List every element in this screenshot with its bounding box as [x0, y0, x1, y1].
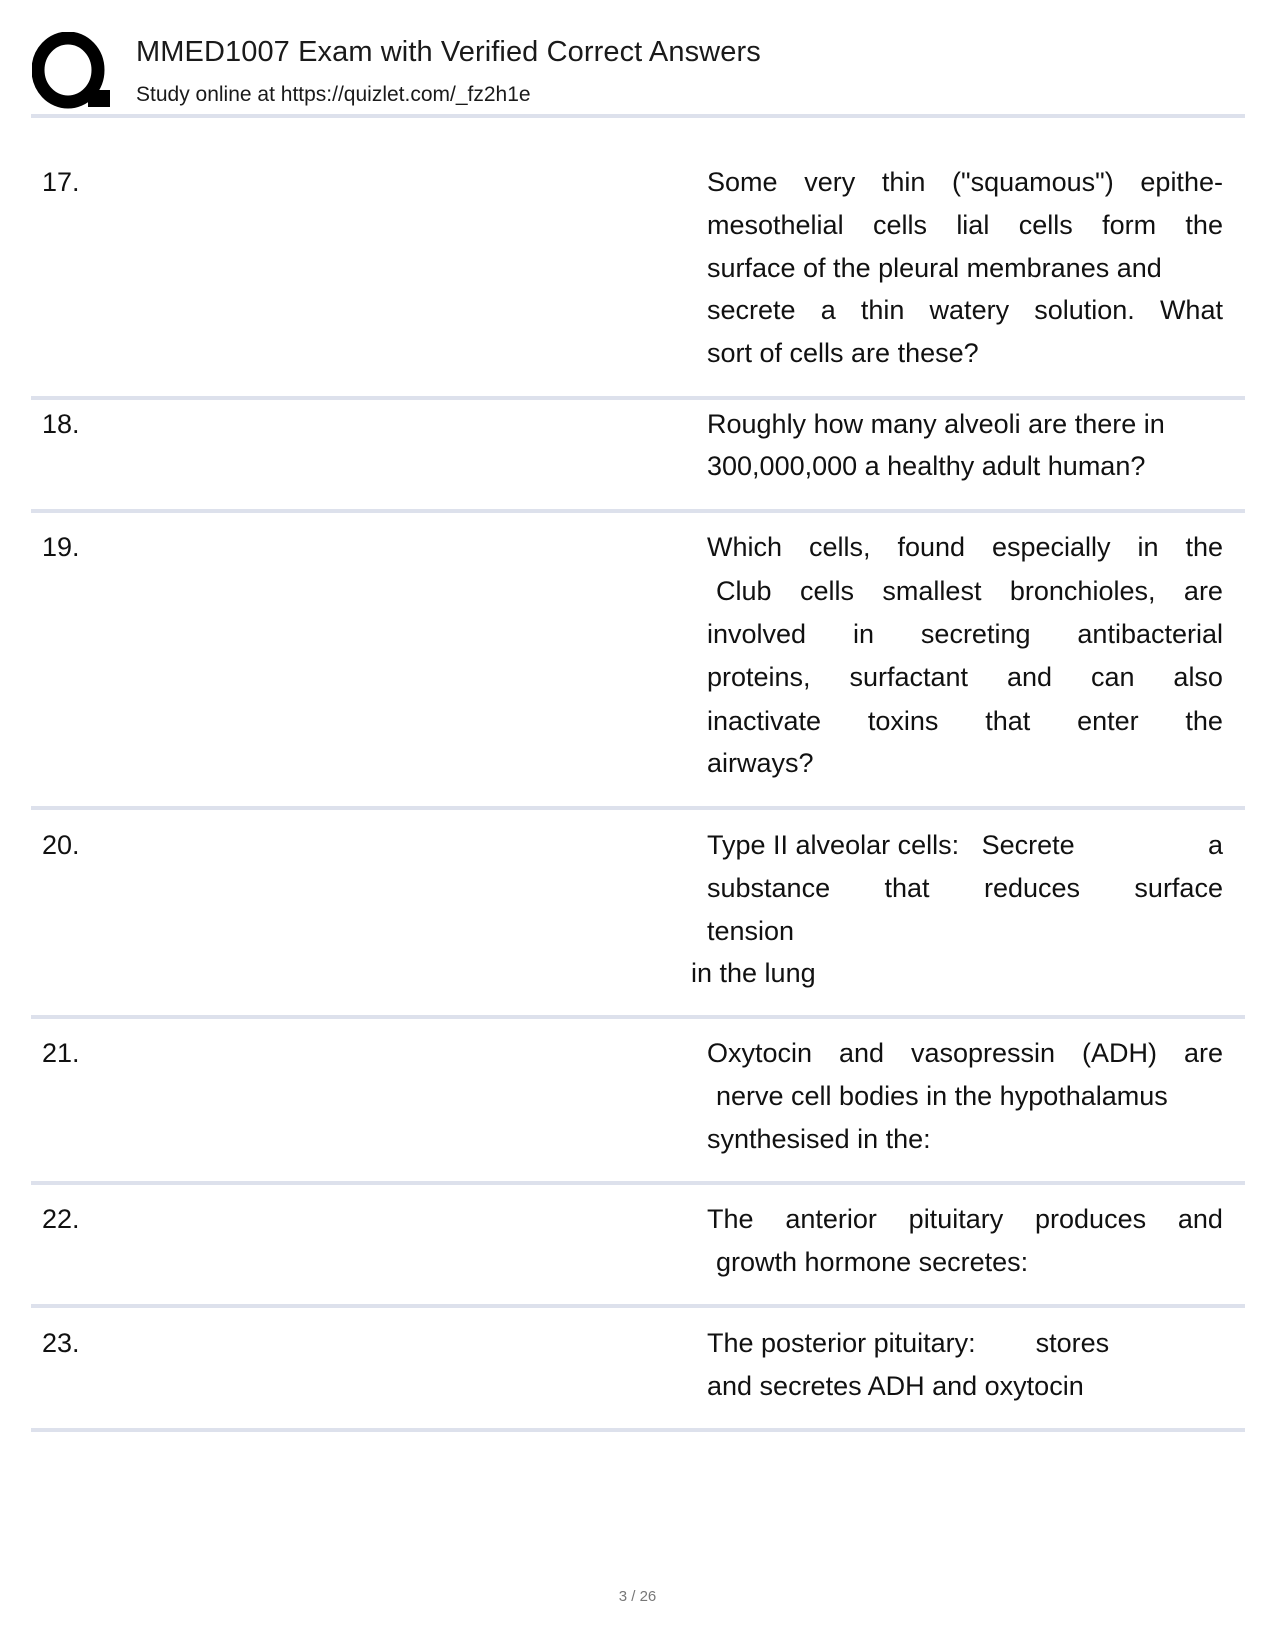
card-number: 22.	[42, 1204, 80, 1234]
card-text-line: nerve cell bodies in the hypothalamus	[716, 1081, 1168, 1111]
document-title: MMED1007 Exam with Verified Correct Answers	[136, 36, 761, 68]
card-number: 23.	[42, 1328, 80, 1358]
card-divider	[31, 1304, 1245, 1308]
card-text-line: The posterior pituitary: stores	[707, 1328, 1110, 1358]
card-text-line: and secretes ADH and oxytocin	[707, 1371, 1084, 1401]
card-divider	[31, 396, 1245, 400]
card-text-line: Which cells, found especially in the	[707, 532, 1223, 562]
card-text-line: Roughly how many alveoli are there in	[707, 409, 1165, 439]
card-divider	[31, 806, 1245, 810]
card-text-line: Type II alveolar cells: Secrete a	[707, 830, 1223, 860]
card-text-line: synthesised in the:	[707, 1124, 931, 1154]
page-indicator: 3 / 26	[618, 1588, 657, 1605]
card-text-line: The anterior pituitary produces and	[707, 1204, 1223, 1234]
card-text-line: growth hormone secretes:	[716, 1247, 1029, 1277]
card-text-line: Oxytocin and vasopressin (ADH) are	[707, 1038, 1223, 1068]
card-text-line: substance that reduces surface	[707, 873, 1223, 903]
card-divider	[31, 509, 1245, 513]
card-divider	[31, 1181, 1245, 1185]
card-text-line: in the lung	[691, 958, 816, 988]
card-number: 18.	[42, 409, 80, 439]
card-text-line: sort of cells are these?	[707, 338, 979, 368]
card-text-line: mesothelial cells lial cells form the	[707, 210, 1223, 240]
card-text-line: secrete a thin watery solution. What	[707, 295, 1223, 325]
card-number: 19.	[42, 532, 80, 562]
card-text-line: surface of the pleural membranes and	[707, 253, 1162, 283]
card-text-line: tension	[707, 916, 795, 946]
card-number: 17.	[42, 167, 80, 197]
card-text-line: 300,000,000 a healthy adult human?	[707, 451, 1146, 481]
card-number: 20.	[42, 830, 80, 860]
study-link[interactable]: Study online at https://quizlet.com/_fz2h1e	[136, 83, 531, 106]
card-text-line: proteins, surfactant and can also	[707, 662, 1223, 692]
card-number: 21.	[42, 1038, 80, 1068]
card-text-line: Club cells smallest bronchioles, are	[716, 576, 1223, 606]
header-divider	[31, 114, 1245, 118]
card-text-line: involved in secreting antibacterial	[707, 619, 1223, 649]
card-text-line: airways?	[707, 748, 814, 778]
card-text-line: Some very thin ("squamous") epithe-	[707, 167, 1223, 197]
card-text-line: inactivate toxins that enter the	[707, 706, 1223, 736]
card-divider	[31, 1015, 1245, 1019]
card-divider	[31, 1428, 1245, 1432]
quizlet-logo-icon	[32, 32, 112, 112]
